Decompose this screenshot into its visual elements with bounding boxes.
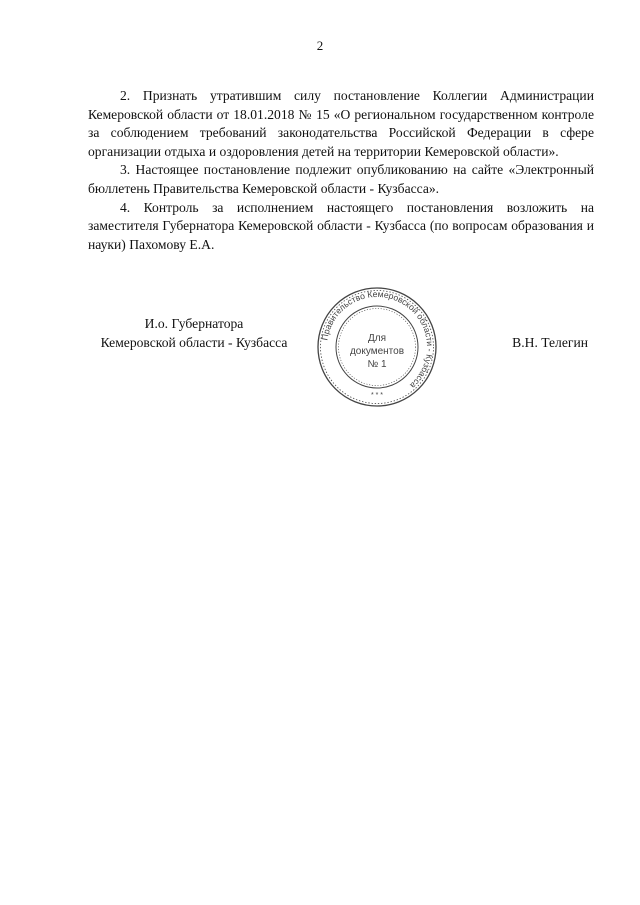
- seal-stars-icon: * * *: [370, 392, 384, 399]
- signatory-title-line1: И.о. Губернатора: [144, 316, 244, 331]
- body-text: [88, 87, 594, 254]
- signatory-name: В.Н. Телегин: [512, 335, 588, 350]
- signature-block: [0, 288, 640, 414]
- paragraph-4: 4. Контроль за исполнением настоящего постановления возложить на заместителя Губернатора Кемеровской области - Кузбасса (по вопросам образования и науки) Пахомову Е.А.: [88, 199, 594, 252]
- seal-center-line2: документов: [349, 346, 405, 357]
- paragraph-3: 3. Настоящее постановление подлежит опубликованию на сайте «Электронный бюллетень Правительства Кемеровской области - Кузбасса».: [88, 162, 594, 196]
- page-number: 2: [316, 38, 324, 53]
- seal-center-line3: № 1: [367, 359, 387, 370]
- seal-ring-text: Правительство Кемеровской области - Кузбасса: [319, 288, 436, 391]
- seal-graphic: [315, 285, 439, 409]
- signatory-title: [88, 314, 300, 352]
- seal-center-line1: Для: [367, 333, 387, 344]
- official-seal: [315, 285, 439, 409]
- paragraph-2: 2. Признать утратившим силу постановление Коллегии Администрации Кемеровской области от 18.01.2018 № 15 «О региональном государственном контроле за соблюдением требований законодательства Российской Федерации в сфере организации отдыха и оздоровления детей на территории Кемеровской области».: [88, 88, 594, 159]
- signatory-title-line2: Кемеровской области - Кузбасса: [100, 335, 288, 350]
